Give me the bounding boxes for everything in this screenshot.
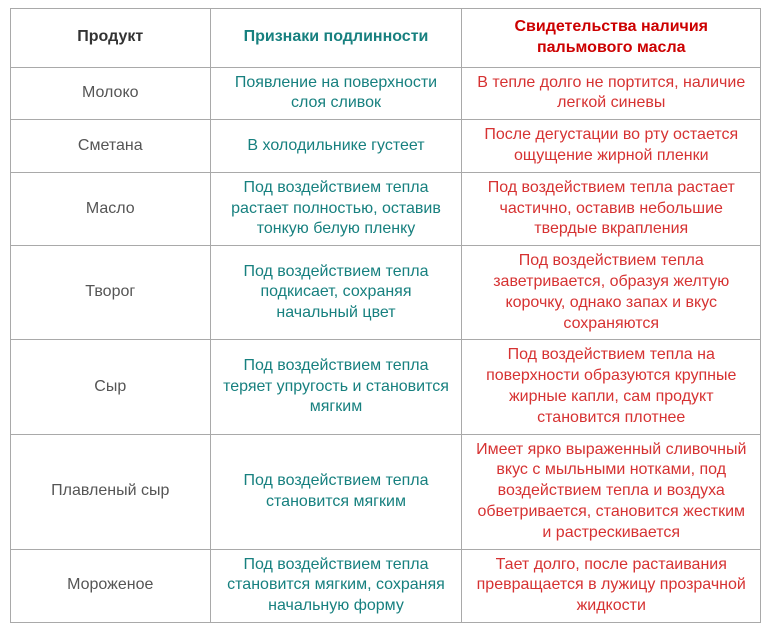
cell-product: Творог	[11, 246, 211, 340]
cell-palm-oil-evidence: После дегустации во рту остается ощущение жирной пленки	[462, 120, 761, 173]
table-header-row	[11, 9, 761, 68]
cell-palm-oil-evidence: Под воздействием тепла на поверхности образуются крупные жирные капли, сам продукт становится плотнее	[462, 340, 761, 434]
cell-palm-oil-evidence: Тает долго, после растаивания превращается в лужицу прозрачной жидкости	[462, 549, 761, 622]
cell-authenticity-signs: Под воздействием тепла становится мягким, сохраняя начальную форму	[210, 549, 462, 622]
cell-product: Сметана	[11, 120, 211, 173]
cell-palm-oil-evidence: Имеет ярко выраженный сливочный вкус с мыльными нотками, под воздействием тепла и воздуха обветривается, становится жестким и растрескивается	[462, 434, 761, 549]
header-product: Продукт	[11, 9, 211, 68]
cell-authenticity-signs: Под воздействием тепла становится мягким	[210, 434, 462, 549]
cell-product: Плавленый сыр	[11, 434, 211, 549]
table-row-ice-cream	[11, 549, 761, 622]
cell-palm-oil-evidence: Под воздействием тепла растает частично, оставив небольшие твердые вкрапления	[462, 172, 761, 245]
table-row-cottage-cheese	[11, 246, 761, 340]
cell-product: Сыр	[11, 340, 211, 434]
cell-authenticity-signs: Под воздействием тепла подкисает, сохраняя начальный цвет	[210, 246, 462, 340]
cell-product: Молоко	[11, 67, 211, 120]
table-container	[10, 8, 761, 623]
palm-oil-comparison-table	[10, 8, 761, 623]
table-row-milk	[11, 67, 761, 120]
cell-product: Масло	[11, 172, 211, 245]
cell-palm-oil-evidence: Под воздействием тепла заветривается, образуя желтую корочку, однако запах и вкус сохраняются	[462, 246, 761, 340]
cell-palm-oil-evidence: В тепле долго не портится, наличие легкой синевы	[462, 67, 761, 120]
cell-authenticity-signs: Появление на поверхности слоя сливок	[210, 67, 462, 120]
header-authenticity-signs: Признаки подлинности	[210, 9, 462, 68]
cell-authenticity-signs: Под воздействием тепла теряет упругость и становится мягким	[210, 340, 462, 434]
table-row-butter	[11, 172, 761, 245]
table-row-cheese	[11, 340, 761, 434]
cell-authenticity-signs: В холодильнике густеет	[210, 120, 462, 173]
table-row-processed-cheese	[11, 434, 761, 549]
header-palm-oil-evidence: Свидетельства наличия пальмового масла	[462, 9, 761, 68]
table-row-sour-cream	[11, 120, 761, 173]
cell-authenticity-signs: Под воздействием тепла растает полностью, оставив тонкую белую пленку	[210, 172, 462, 245]
cell-product: Мороженое	[11, 549, 211, 622]
